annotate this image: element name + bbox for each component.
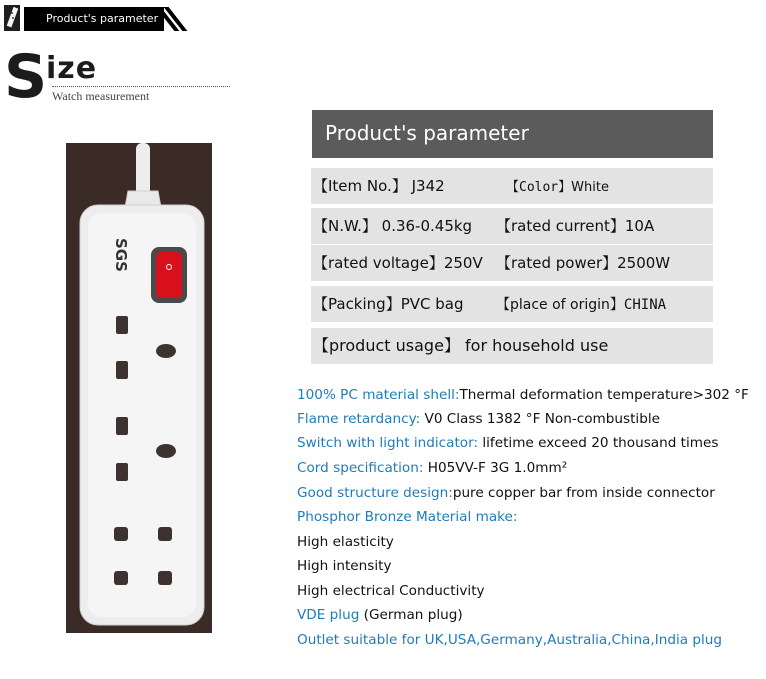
heading-divider	[52, 86, 230, 87]
feature-line: VDE plug (German plug)	[297, 607, 463, 623]
parameter-row	[311, 245, 713, 281]
feature-line: Outlet suitable for UK,USA,Germany,Australia,China,India plug	[297, 632, 723, 648]
feature-line: Cord specification: H05VV-F 3G 1.0mm²	[297, 460, 568, 476]
parameter-row	[311, 328, 713, 364]
param-rated-power: 【rated power】2500W	[496, 254, 671, 272]
param-product-usage: 【product usage】 for household use	[313, 336, 609, 355]
size-subtitle: Watch measurement	[52, 89, 150, 103]
param-net-weight: 【N.W.】 0.36-0.45kg	[313, 217, 473, 235]
parameter-row	[311, 286, 713, 322]
param-rated-current: 【rated current】10A	[496, 217, 655, 235]
parameter-table-title: Product's parameter	[312, 110, 713, 158]
product-photo	[66, 143, 212, 633]
size-heading-letter: S	[4, 42, 48, 112]
feature-line: High electrical Conductivity	[297, 583, 485, 599]
feature-line: High elasticity	[297, 534, 394, 550]
param-rated-voltage: 【rated voltage】250V	[313, 254, 483, 272]
feature-line: Good structure design:pure copper bar from inside connector	[297, 485, 715, 501]
banner-title: Product's parameter	[24, 7, 164, 31]
brand-logo: SGS	[112, 238, 130, 272]
param-item-no: 【Item No.】 J342	[313, 177, 445, 195]
banner-block	[4, 5, 20, 31]
feature-line: Phosphor Bronze Material make:	[297, 509, 518, 525]
param-color: 【Color】White	[506, 180, 609, 195]
param-packing: 【Packing】PVC bag	[313, 295, 464, 313]
feature-line: 100% PC material shell:Thermal deformation temperature>302 °F	[297, 387, 749, 403]
parameter-row	[311, 168, 713, 204]
parameter-row	[311, 208, 713, 244]
feature-line: High intensity	[297, 558, 392, 574]
feature-line: Flame retardancy: V0 Class 1382 °F Non-combustible	[297, 411, 660, 427]
size-heading-rest: ize	[46, 51, 98, 86]
power-strip-icon	[4, 5, 20, 31]
param-place-of-origin: 【place of origin】CHINA	[496, 297, 667, 313]
feature-line: Switch with light indicator: lifetime exceed 20 thousand times	[297, 435, 719, 451]
power-strip-image	[66, 143, 212, 633]
